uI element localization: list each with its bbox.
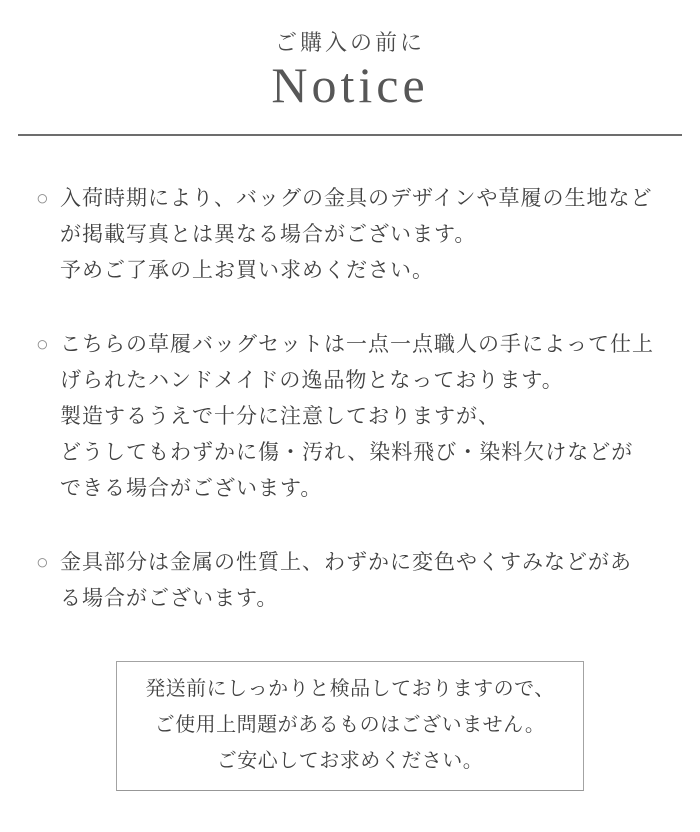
notice-line: どうしてもわずかに傷・汚れ、染料飛び・染料欠けなどが bbox=[60, 441, 634, 464]
notice-item bbox=[0, 181, 700, 289]
notice-item bbox=[0, 327, 700, 507]
inspection-note-box bbox=[116, 661, 584, 791]
notice-line: こちらの草履バッグセットは一点一点職人の手によって仕上 bbox=[60, 333, 654, 356]
notice-line: げられたハンドメイドの逸品物となっております。 bbox=[60, 369, 564, 392]
notice-line: が掲載写真とは異なる場合がございます。 bbox=[60, 223, 477, 246]
notice-line: 入荷時期により、バッグの金具のデザインや草履の生地など bbox=[60, 187, 653, 210]
notice-item bbox=[0, 545, 700, 617]
circle-bullet-icon: ○ bbox=[36, 187, 50, 210]
notice-line: 金具部分は金属の性質上、わずかに変色やくすみなどがあ bbox=[60, 551, 632, 574]
notice-line: 予めご了承の上お買い求めください。 bbox=[60, 259, 434, 282]
inspection-note-line: ご使用上問題があるものはございません。 bbox=[154, 714, 546, 736]
divider bbox=[18, 134, 682, 136]
circle-bullet-icon: ○ bbox=[36, 333, 50, 356]
header-subtitle: ご購入の前に bbox=[274, 30, 425, 55]
circle-bullet-icon: ○ bbox=[36, 551, 50, 574]
notice-list bbox=[0, 181, 700, 617]
notice-line: る場合がございます。 bbox=[60, 587, 279, 610]
inspection-note-line: ご安心してお求めください。 bbox=[216, 750, 484, 772]
page-header bbox=[0, 0, 700, 113]
inspection-note-line: 発送前にしっかりと検品しておりますので、 bbox=[145, 678, 555, 700]
notice-line: できる場合がございます。 bbox=[60, 477, 323, 500]
page-title: Notice bbox=[271, 57, 429, 113]
notice-line: 製造するうえで十分に注意しておりますが、 bbox=[60, 405, 500, 428]
